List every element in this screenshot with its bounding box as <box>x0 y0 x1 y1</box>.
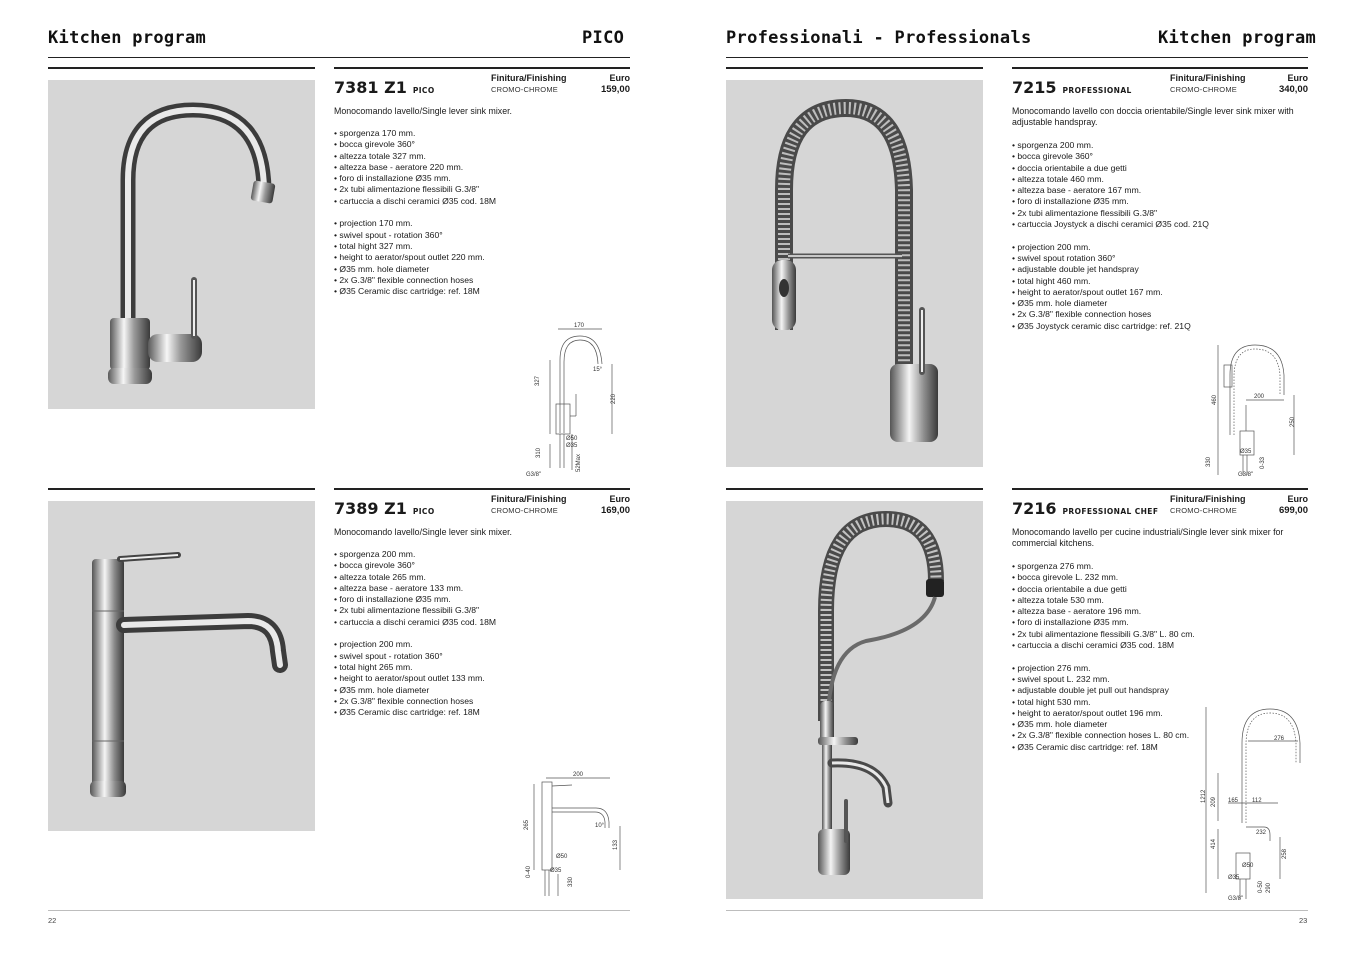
product-description: Monocomando lavello con doccia orientabile/Single lever sink mixer with adjustable handspray. <box>1012 106 1294 128</box>
feature-it: • altezza totale 265 mm. <box>334 572 496 583</box>
feature-en: • Ø35 Ceramic disc cartridge: ref. 18M <box>1012 742 1195 753</box>
dim-d35: Ø35 <box>1240 449 1252 455</box>
dim-d35: Ø35 <box>1228 875 1240 881</box>
feature-it: • doccia orientabile a due getti <box>1012 584 1195 595</box>
feature-en: • swivel spout - rotation 360° <box>334 651 496 662</box>
feature-en: • total hight 460 mm. <box>1012 276 1209 287</box>
product-description: Monocomando lavello/Single lever sink mixer. <box>334 527 512 537</box>
dim-b: 112 <box>1252 798 1262 804</box>
dim-a: 165 <box>1228 798 1239 804</box>
section-rule <box>48 488 315 490</box>
feature-it: • sporgenza 200 mm. <box>1012 140 1209 151</box>
feature-it: • foro di installazione Ø35 mm. <box>334 173 496 184</box>
feature-en: • Ø35 Joystyck ceramic disc cartridge: ref. 21Q <box>1012 321 1209 332</box>
dim-total: 1212 <box>1201 789 1207 803</box>
dim-d50: Ø50 <box>556 854 568 860</box>
technical-drawing-7216 <box>1198 703 1308 903</box>
feature-en: • height to aerator/spout outlet 133 mm. <box>334 673 496 684</box>
feature-en: • projection 200 mm. <box>1012 242 1209 253</box>
product-photo-7381 <box>48 80 315 409</box>
feature-it: • altezza base - aeratore 220 mm. <box>334 162 496 173</box>
feature-list <box>334 549 496 718</box>
finishing-label: Finitura/Finishing <box>1170 494 1246 504</box>
feature-en: • projection 170 mm. <box>334 218 496 229</box>
finishing-value: CROMO-CHROME <box>491 85 558 94</box>
right-series-title: Professionali - Professionals <box>726 28 1032 48</box>
euro-label: Euro <box>609 73 630 83</box>
feature-en: • 2x G.3/8" flexible connection hoses <box>334 275 496 286</box>
dim-angle: 15° <box>593 367 603 373</box>
finishing-value: CROMO-CHROME <box>1170 506 1237 515</box>
feature-it: • foro di installazione Ø35 mm. <box>334 594 496 605</box>
feature-en: • height to aerator/spout outlet 196 mm. <box>1012 708 1195 719</box>
feature-list <box>1012 140 1209 332</box>
product-code: 7381 Z1 PICO <box>334 78 435 97</box>
faucet-image <box>726 80 983 467</box>
feature-en: • adjustable double jet pull out handspray <box>1012 685 1195 696</box>
dim-base: 258 <box>1282 848 1288 859</box>
feature-en: • Ø35 Ceramic disc cartridge: ref. 18M <box>334 286 496 297</box>
dim-projection: 276 <box>1274 736 1285 742</box>
dim-d50: Ø50 <box>1242 863 1254 869</box>
dim-thread: G3/8" <box>1228 896 1244 902</box>
dim-range: 0-40 <box>526 865 532 878</box>
product-description: Monocomando lavello/Single lever sink mixer. <box>334 106 512 116</box>
feature-en: • swivel spout rotation 360° <box>1012 253 1209 264</box>
feature-it: • 2x tubi alimentazione flessibili G.3/8" <box>1012 208 1209 219</box>
section-rule <box>334 488 630 490</box>
price: 159,00 <box>600 84 630 95</box>
feature-it: • 2x tubi alimentazione flessibili G.3/8" <box>334 184 496 195</box>
feature-en: • Ø35 mm. hole diameter <box>1012 719 1195 730</box>
right-page-title: Kitchen program <box>1158 28 1317 48</box>
product-header-7389 <box>334 491 630 521</box>
feature-it: • sporgenza 200 mm. <box>334 549 496 560</box>
dim-range: 0-33 <box>1260 456 1266 469</box>
technical-drawing-7215 <box>1206 335 1305 480</box>
left-page-title: Kitchen program <box>48 28 207 48</box>
price: 699,00 <box>1278 505 1308 516</box>
feature-it: • altezza totale 460 mm. <box>1012 174 1209 185</box>
feature-it: • 2x tubi alimentazione flessibili G.3/8" L. 80 cm. <box>1012 629 1195 640</box>
feature-it: • bocca girevole 360° <box>334 139 496 150</box>
dim-under: 330 <box>568 876 574 887</box>
dim-under: 310 <box>536 447 542 458</box>
feature-it: • doccia orientabile a due getti <box>1012 163 1209 174</box>
dim-height: 327 <box>535 375 541 386</box>
finishing-value: CROMO-CHROME <box>491 506 558 515</box>
dim-base: 250 <box>1290 416 1296 427</box>
dim-under: 290 <box>1266 882 1272 893</box>
price: 169,00 <box>600 505 630 516</box>
feature-en: • height to aerator/spout outlet 220 mm. <box>334 252 496 263</box>
feature-en: • swivel spout - rotation 360° <box>334 230 496 241</box>
faucet-image <box>48 80 315 409</box>
feature-en: • 2x G.3/8" flexible connection hoses <box>334 696 496 707</box>
feature-en: • 2x G.3/8" flexible connection hoses <box>1012 309 1209 320</box>
product-photo-7216 <box>726 501 983 899</box>
feature-en: • Ø35 mm. hole diameter <box>334 264 496 275</box>
product-header-7381 <box>334 70 630 100</box>
feature-en: • projection 200 mm. <box>334 639 496 650</box>
section-rule <box>1012 67 1308 69</box>
finishing-value: CROMO-CHROME <box>1170 85 1237 94</box>
feature-it: • bocca girevole 360° <box>1012 151 1209 162</box>
product-description: Monocomando lavello per cucine industriali/Single lever sink mixer for commercial kitchens. <box>1012 527 1284 549</box>
feature-en: • total hight 327 mm. <box>334 241 496 252</box>
technical-drawing-7389 <box>520 770 625 900</box>
feature-en: • swivel spout L. 232 mm. <box>1012 674 1195 685</box>
dim-projection: 170 <box>574 323 585 329</box>
product-photo-7389 <box>48 501 315 831</box>
section-rule <box>48 67 315 69</box>
dim-base: 220 <box>611 393 617 404</box>
finishing-label: Finitura/Finishing <box>491 73 567 83</box>
feature-it: • cartuccia a dischi ceramici Ø35 cod. 18M <box>1012 640 1195 651</box>
page-number-left: 22 <box>48 916 57 925</box>
feature-it: • altezza totale 530 mm. <box>1012 595 1195 606</box>
dim-thread: G3/8" <box>1238 472 1254 478</box>
feature-en: • Ø35 mm. hole diameter <box>1012 298 1209 309</box>
euro-label: Euro <box>609 494 630 504</box>
dim-lower: 414 <box>1211 838 1217 849</box>
product-photo-7215 <box>726 80 983 467</box>
euro-label: Euro <box>1287 494 1308 504</box>
footer-rule <box>48 910 630 911</box>
product-header-7216 <box>1012 491 1308 521</box>
feature-en: • Ø35 mm. hole diameter <box>334 685 496 696</box>
section-rule <box>726 488 983 490</box>
feature-it: • sporgenza 276 mm. <box>1012 561 1195 572</box>
right-header-rule <box>726 57 1308 58</box>
technical-drawing-7381 <box>520 318 620 480</box>
dim-spout: 232 <box>1256 830 1267 836</box>
left-series-title: PICO <box>582 28 625 48</box>
feature-it: • altezza base - aeratore 196 mm. <box>1012 606 1195 617</box>
dim-projection: 200 <box>573 772 584 778</box>
feature-it: • altezza base - aeratore 133 mm. <box>334 583 496 594</box>
feature-it: • foro di installazione Ø35 mm. <box>1012 617 1195 628</box>
faucet-image <box>48 501 315 831</box>
dim-d35: Ø35 <box>550 868 562 874</box>
feature-en: • total hight 265 mm. <box>334 662 496 673</box>
section-rule <box>334 67 630 69</box>
product-code: 7216 PROFESSIONAL CHEF <box>1012 499 1159 518</box>
dim-d35: Ø35 <box>566 443 578 449</box>
dim-base: 133 <box>613 839 619 850</box>
dim-height: 265 <box>524 819 530 830</box>
feature-list <box>334 128 496 297</box>
feature-it: • sporgenza 170 mm. <box>334 128 496 139</box>
feature-it: • cartuccia a dischi ceramici Ø35 cod. 18M <box>334 196 496 207</box>
euro-label: Euro <box>1287 73 1308 83</box>
feature-it: • cartuccia Joystyck a dischi ceramici Ø35 cod. 21Q <box>1012 219 1209 230</box>
feature-en: • height to aerator/spout outlet 167 mm. <box>1012 287 1209 298</box>
faucet-image <box>726 501 983 899</box>
finishing-label: Finitura/Finishing <box>491 494 567 504</box>
feature-it: • foro di installazione Ø35 mm. <box>1012 196 1209 207</box>
section-rule <box>726 67 983 69</box>
feature-list <box>1012 561 1195 753</box>
feature-en: • 2x G.3/8" flexible connection hoses L. 80 cm. <box>1012 730 1195 741</box>
feature-it: • bocca girevole L. 232 mm. <box>1012 572 1195 583</box>
dim-range: 0-50 <box>1258 880 1264 893</box>
feature-en: • projection 276 mm. <box>1012 663 1195 674</box>
feature-it: • altezza totale 327 mm. <box>334 151 496 162</box>
feature-en: • total hight 530 mm. <box>1012 697 1195 708</box>
dim-under: 330 <box>1206 456 1212 467</box>
finishing-label: Finitura/Finishing <box>1170 73 1246 83</box>
feature-it: • bocca girevole 360° <box>334 560 496 571</box>
dim-angle: 10° <box>595 823 605 829</box>
product-header-7215 <box>1012 70 1308 100</box>
dim-height: 460 <box>1212 394 1218 405</box>
dim-upper: 209 <box>1211 796 1217 807</box>
price: 340,00 <box>1278 84 1308 95</box>
product-code: 7215 PROFESSIONAL <box>1012 78 1132 97</box>
feature-en: • Ø35 Ceramic disc cartridge: ref. 18M <box>334 707 496 718</box>
feature-it: • altezza base - aeratore 167 mm. <box>1012 185 1209 196</box>
page-number-right: 23 <box>1299 916 1308 925</box>
left-header-rule <box>48 57 630 58</box>
product-code: 7389 Z1 PICO <box>334 499 435 518</box>
dim-max: 52Max <box>576 453 582 472</box>
dim-thread: G3/8" <box>526 472 542 478</box>
dim-projection: 200 <box>1254 394 1265 400</box>
section-rule <box>1012 488 1308 490</box>
feature-en: • adjustable double jet handspray <box>1012 264 1209 275</box>
dim-d50: Ø50 <box>566 436 578 442</box>
feature-it: • cartuccia a dischi ceramici Ø35 cod. 18M <box>334 617 496 628</box>
feature-it: • 2x tubi alimentazione flessibili G.3/8" <box>334 605 496 616</box>
footer-rule <box>726 910 1308 911</box>
